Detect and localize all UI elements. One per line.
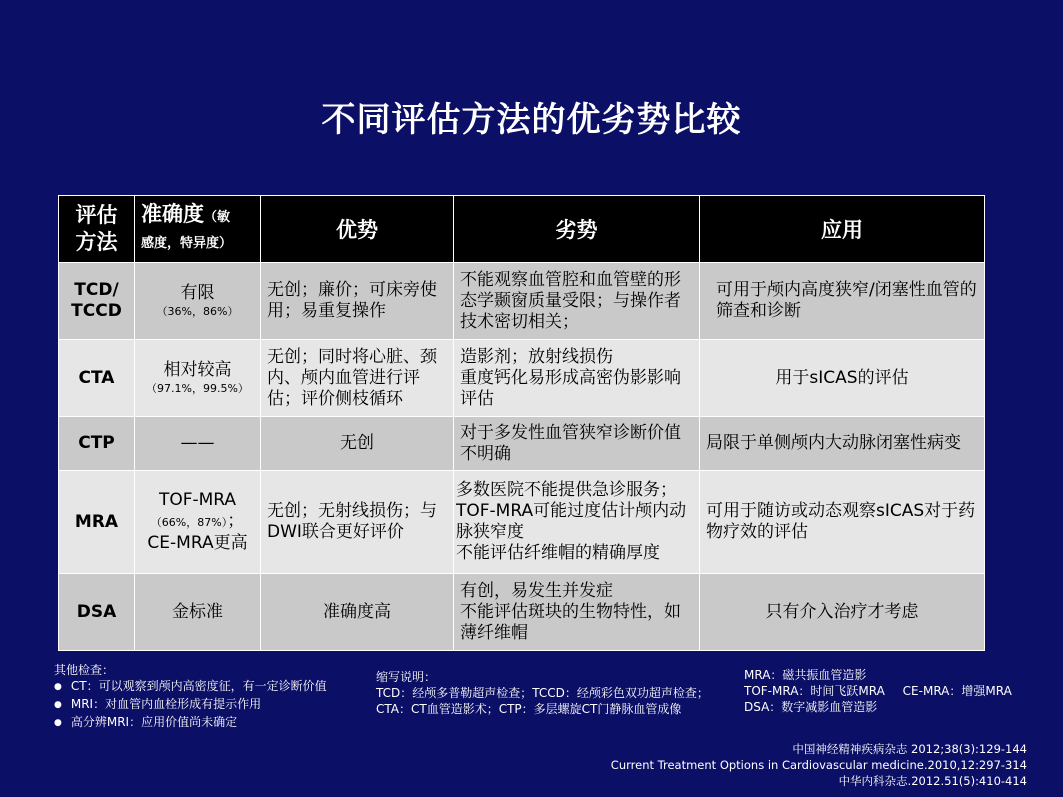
abbreviation-line: DSA：数字减影血管造影 (744, 700, 878, 714)
other-checks-notes (54, 662, 374, 732)
table-row (59, 574, 985, 651)
accuracy-cell: 相对较高 （97.1%，99.5%） (135, 340, 261, 417)
application-cell: 可用于颅内高度狭窄/闭塞性血管的筛查和诊断 (700, 263, 985, 340)
method-name: MRA (59, 471, 135, 574)
application-cell: 可用于随访或动态观察sICAS对于药物疗效的评估 (700, 471, 985, 574)
accuracy-cell: 金标准 (135, 574, 261, 651)
application-cell: 只有介入治疗才考虑 (700, 574, 985, 651)
header-application: 应用 (700, 196, 985, 263)
method-name: TCD/ TCCD (59, 263, 135, 340)
method-name: CTP (59, 417, 135, 471)
abbreviation-line: TCD：经颅多普勒超声检查；TCCD：经颅彩色双功超声检查； (376, 686, 709, 700)
reference-line: Current Treatment Options in Cardiovascular medicine.2010,12:297-314 (610, 758, 1027, 772)
advantages-cell: 无创 (261, 417, 454, 471)
list-item: ● MRI：对血管内血栓形成有提示作用 (54, 696, 374, 714)
table-row (59, 340, 985, 417)
disadvantages-cell: 多数医院不能提供急诊服务； TOF-MRA可能过度估计颅内动脉狭窄度 不能评估纤维帽的精确厚度 (454, 471, 700, 574)
abbreviation-line: CTA：CT血管造影术；CTP：多层螺旋CT门静脉血管成像 (376, 702, 682, 716)
header-method: 评估 方法 (59, 196, 135, 263)
header-advantages: 优势 (261, 196, 454, 263)
abbreviation-line: TOF-MRA：时间飞跃MRA CE-MRA：增强MRA (744, 684, 1012, 698)
method-name: CTA (59, 340, 135, 417)
table-row (59, 417, 985, 471)
accuracy-cell: TOF-MRA （66%，87%）； CE-MRA更高 (135, 471, 261, 574)
abbreviations-heading: 缩写说明： (376, 670, 437, 684)
header-disadvantages: 劣势 (454, 196, 700, 263)
disadvantages-cell: 造影剂；放射线损伤 重度钙化易形成高密伪影影响评估 (454, 340, 700, 417)
table-row (59, 471, 985, 574)
disadvantages-cell: 对于多发性血管狭窄诊断价值不明确 (454, 417, 700, 471)
application-cell: 局限于单侧颅内大动脉闭塞性病变 (700, 417, 985, 471)
advantages-cell: 准确度高 (261, 574, 454, 651)
disadvantages-cell: 有创，易发生并发症 不能评估斑块的生物特性，如薄纤维帽 (454, 574, 700, 651)
accuracy-cell: —— (135, 417, 261, 471)
advantages-cell: 无创；廉价；可床旁使用；易重复操作 (261, 263, 454, 340)
table-row (59, 263, 985, 340)
slide-title: 不同评估方法的优劣势比较 (321, 100, 742, 140)
abbreviation-line: MRA：磁共振血管造影 (744, 668, 867, 682)
accuracy-cell: 有限 （36%，86%） (135, 263, 261, 340)
list-item: ● 高分辨MRI：应用价值尚未确定 (54, 714, 374, 732)
method-name: DSA (59, 574, 135, 651)
advantages-cell: 无创；无射线损伤；与DWI联合更好评价 (261, 471, 454, 574)
table-header-row (59, 196, 985, 263)
comparison-table (58, 195, 985, 651)
header-accuracy: 准确度（敏 感度，特异度） (135, 196, 261, 263)
abbreviations-notes (376, 669, 746, 717)
reference-line: 中国神经精神疾病杂志 2012;38(3):129-144 (792, 742, 1027, 756)
abbreviations-right-notes (744, 667, 1049, 715)
other-checks-heading: 其他检查： (54, 663, 115, 677)
advantages-cell: 无创；同时将心脏、颈内、颅内血管进行评估；评价侧枝循环 (261, 340, 454, 417)
reference-line: 中华内科杂志.2012.51(5):410-414 (838, 774, 1027, 788)
references (611, 741, 1027, 789)
application-cell: 用于sICAS的评估 (700, 340, 985, 417)
list-item: ● CT：可以观察到颅内高密度征，有一定诊断价值 (54, 678, 374, 696)
disadvantages-cell: 不能观察血管腔和血管壁的形态学颞窗质量受限；与操作者技术密切相关； (454, 263, 700, 340)
